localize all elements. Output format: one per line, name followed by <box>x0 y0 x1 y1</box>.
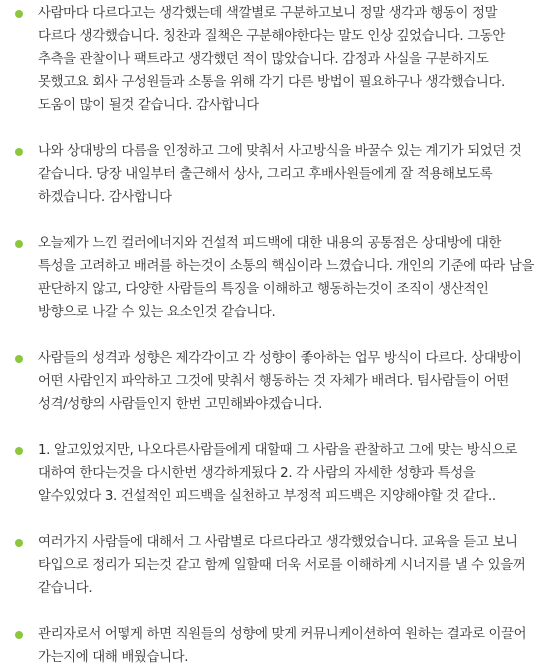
bullet-dot-icon <box>15 539 23 547</box>
comment-text: 여러가지 사람들에 대해서 그 사람별로 다르다라고 생각했었습니다. 교육을 듣고 보니 타입으로 정리가 되는것 같고 함께 일할때 더욱 서로를 이해하게 시너지를 낼 수 있을꺼 같습니다. <box>38 535 526 596</box>
list-item <box>0 140 543 209</box>
bullet-dot-icon <box>15 10 23 18</box>
bullet-dot-icon <box>15 148 23 156</box>
list-item <box>0 531 543 600</box>
bullet-dot-icon <box>15 355 23 363</box>
comment-text: 사람들의 성격과 성향은 제각각이고 각 성향이 좋아하는 업무 방식이 다르다. 상대방이 어떤 사람인지 파악하고 그것에 맞춰서 행동하는 것 자체가 배려다. 팀사람들이 어떤 성격/성향의 사람들인지 한번 고민해봐야겠습니다. <box>38 351 522 412</box>
list-item <box>0 439 543 508</box>
list-item <box>0 2 543 117</box>
comment-text: 사람마다 다르다고는 생각했는데 색깔별로 구분하고보니 정말 생각과 행동이 정말 다르다 생각했습니다. 칭찬과 질책은 구분해야한다는 말도 인상 깊었습니다. 그동안 추측을 관찰이나 팩트라고 생각했던 적이 많았습니다. 감정과 사실을 구분하지도 못했고요 회사 구성원들과 소통을 위해 각기 다른 방법이 필요하구나 생각했습니다. 도움이 많이 될것 같습니다. 감사합니다 <box>38 6 505 113</box>
comment-text: 나와 상대방의 다름을 인정하고 그에 맞춰서 사고방식을 바꿀수 있는 계기가 되었던 것 같습니다. 당장 내일부터 출근해서 상사, 그리고 후배사원들에게 잘 적용해보도록 하겠습니다. 감사합니다 <box>38 144 522 205</box>
list-item <box>0 347 543 416</box>
feedback-list <box>0 2 543 669</box>
bullet-dot-icon <box>15 240 23 248</box>
comment-text: 관리자로서 어떻게 하면 직원들의 성향에 맞게 커뮤니케이션하여 원하는 결과로 이끌어 가는지에 대해 배웠습니다. <box>38 627 527 665</box>
bullet-dot-icon <box>15 447 23 455</box>
comment-text: 오늘제가 느낀 컬러에너지와 건설적 피드백에 대한 내용의 공통점은 상대방에 대한 특성을 고려하고 배려를 하는것이 소통의 핵심이라 느꼈습니다. 개인의 기준에 따라 남을 판단하지 않고, 다양한 사람들의 특징을 이해하고 행동하는것이 조직이 생산적인 방향으로 나갈 수 있는 요소인것 같습니다. <box>38 236 535 320</box>
comment-text: 1. 알고있었지만, 나오다른사람들에게 대할때 그 사람을 관찰하고 그에 맞는 방식으로 대하여 한다는것을 다시한번 생각하게됬다 2. 각 사람의 자세한 성향과 특성을 알수있었다 3. 건설적인 피드백을 실천하고 부정적 피드백은 지양해야할 것 같다.. <box>38 443 518 504</box>
list-item <box>0 232 543 324</box>
list-item <box>0 623 543 669</box>
